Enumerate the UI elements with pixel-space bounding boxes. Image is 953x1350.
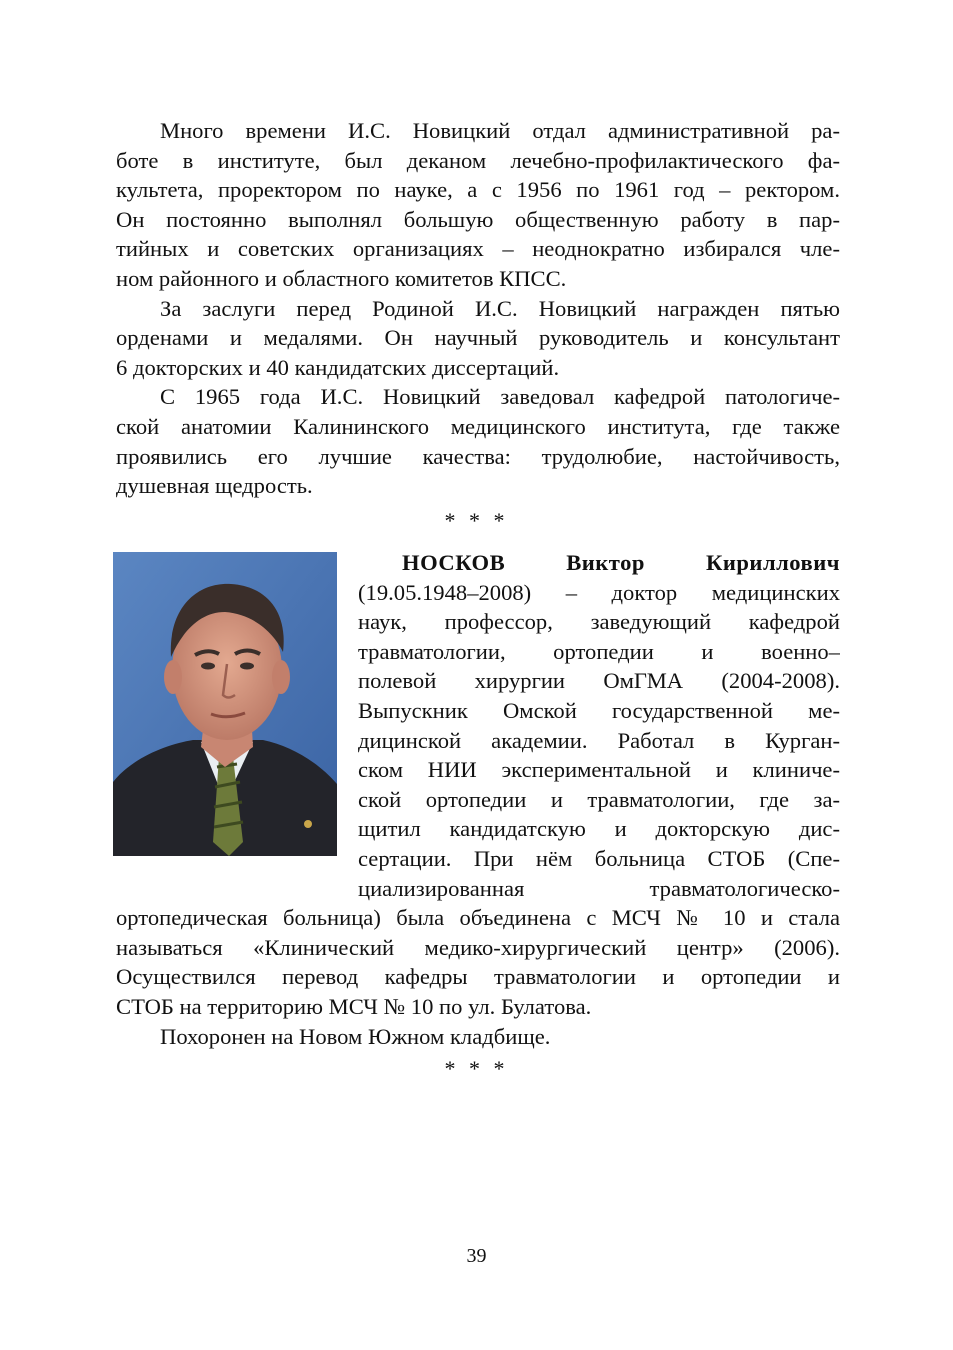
text-line: ортопедическая больница) была объединена с МСЧ № 10 и стала (116, 905, 840, 931)
text-line: Он постоянно выполнял большую общественную работу в пар- (116, 206, 840, 232)
text-line: боте в институте, был деканом лечебно-профилактического фа- (116, 147, 840, 173)
text-line: Осуществился перевод кафедры травматологии и ортопедии и (116, 964, 840, 990)
text-line: ской анатомии Калининского медицинского института, где также (116, 413, 840, 439)
text-line: наук, профессор, заведующий кафедрой (358, 609, 840, 635)
text-line: щитил кандидатскую и докторскую дис- (358, 816, 840, 842)
page-number: 39 (466, 1245, 487, 1267)
text-line: ном районного и областного комитетов КПСС. (116, 265, 567, 291)
section-separator: * * * (444, 1056, 509, 1081)
text-line: орденами и медалями. Он научный руководитель и консультант (116, 325, 840, 351)
text-line: За заслуги перед Родиной И.С. Новицкий награжден пятью (160, 295, 840, 321)
text-line: ском НИИ экспериментальной и клиниче- (358, 757, 840, 783)
text-line: СТОБ на территорию МСЧ № 10 по ул. Булатова. (116, 993, 592, 1019)
text-line: культета, проректором по науке, а с 1956 по 1961 год – ректором. (116, 177, 840, 203)
text-line: тийных и советских организациях – неоднократно избирался чле- (116, 236, 840, 262)
text-line: ской ортопедии и травматологии, где за- (358, 786, 840, 812)
text-line: 6 докторских и 40 кандидатских диссертаций. (116, 354, 560, 380)
text-line: Много времени И.С. Новицкий отдал административной ра- (160, 118, 840, 143)
text-line: дицинской академии. Работал в Курган- (358, 727, 840, 753)
text-line: С 1965 года И.С. Новицкий заведовал кафедрой патологиче- (160, 384, 840, 410)
article-text (116, 116, 840, 501)
text-line: травматологии, ортопедии и военно– (358, 638, 840, 664)
text-line: (19.05.1948–2008) – доктор медицинских (358, 579, 840, 605)
text-line: Выпускник Омской государственной ме- (358, 697, 840, 723)
biography-text (116, 548, 840, 1051)
text-line: называться «Клинический медико-хирургический центр» (2006). (116, 934, 840, 960)
person-name: НОСКОВ Виктор Кириллович (402, 550, 840, 575)
section-separator: * * * (444, 508, 509, 533)
text-line: проявились его лучшие качества: трудолюбие, настойчивость, (116, 443, 840, 469)
text-line: полевой хирургии ОмГМА (2004-2008). (358, 668, 840, 694)
biography-beside-photo (358, 548, 840, 903)
text-line: циализированная травматологическо- (358, 875, 840, 901)
burial-line: Похоронен на Новом Южном кладбище. (160, 1023, 551, 1049)
text-line: душевная щедрость. (116, 473, 313, 499)
text-line: сертации. При нём больница СТОБ (Спе- (358, 845, 840, 871)
